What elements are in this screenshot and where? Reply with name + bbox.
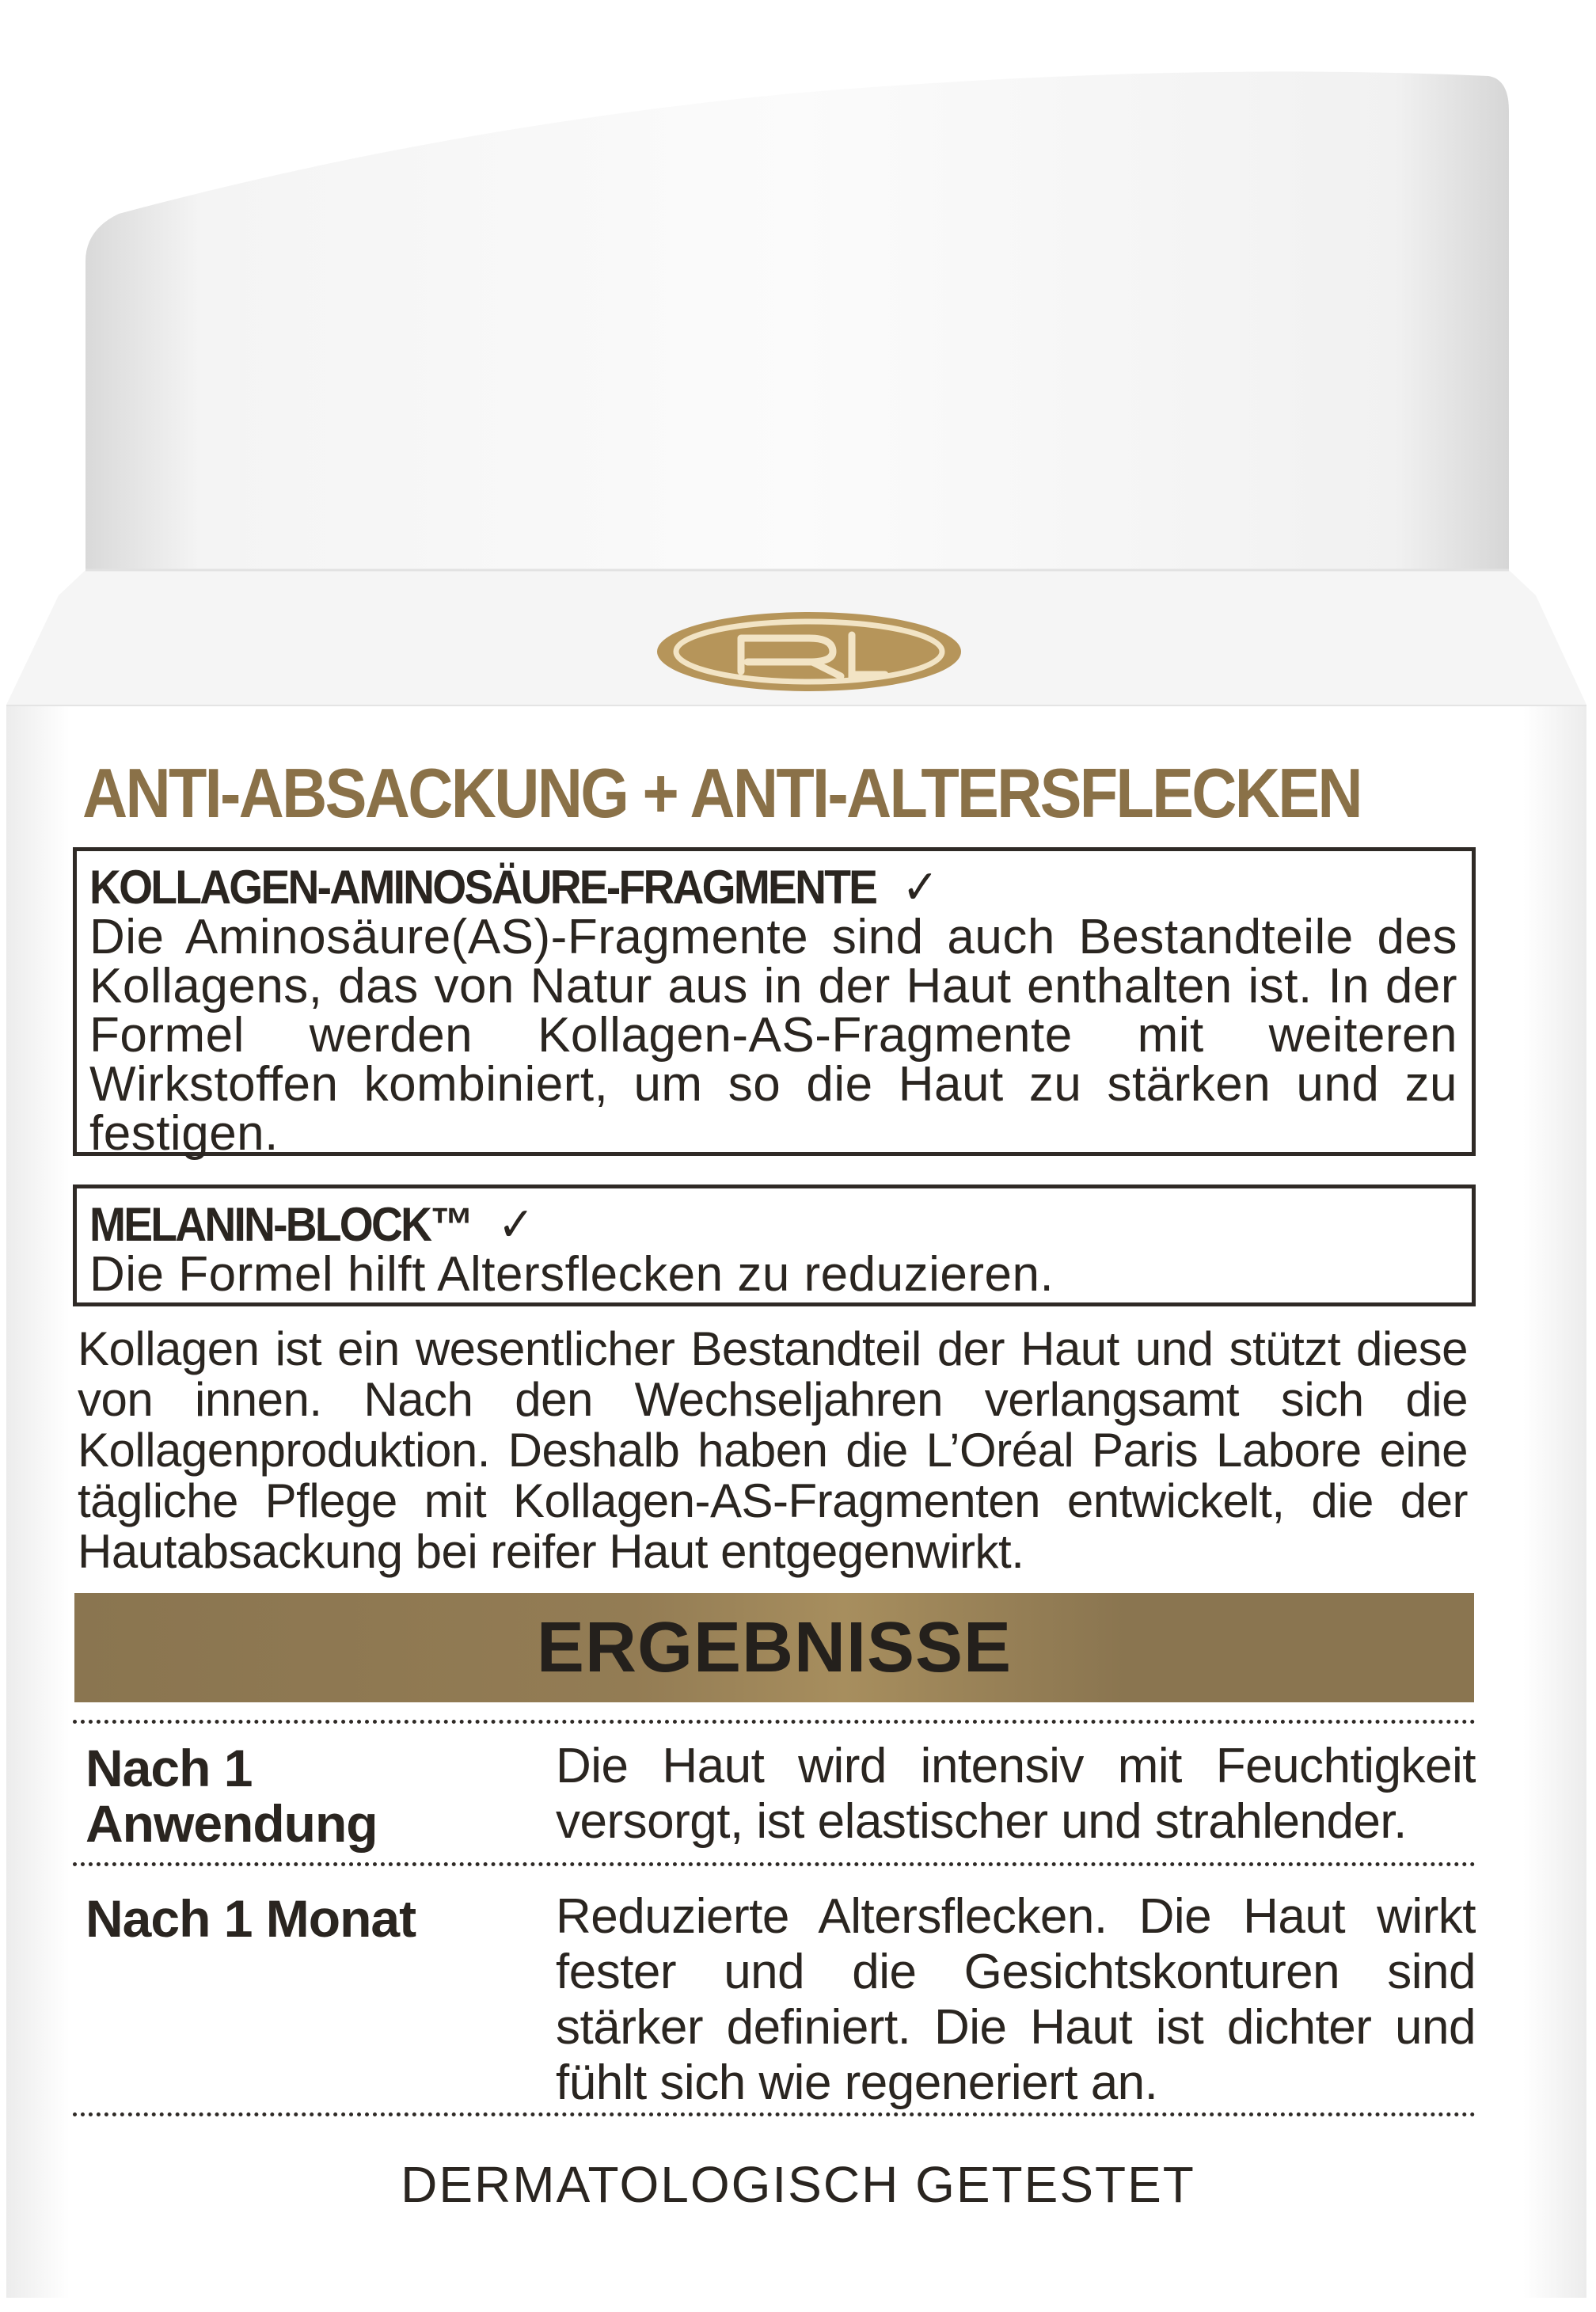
result-row-label: Nach 1 Anwendung	[86, 1739, 378, 1853]
jar-lid	[0, 0, 1596, 713]
result-row-text: Die Haut wird intensiv mit Feuchtigkeit versorgt, ist elastischer und strahlender.	[556, 1739, 1476, 1849]
intro-paragraph: Kollagen ist ein wesentlicher Bestandteil der Haut und stützt diese von innen. Nach den Wechseljahren verlangsamt sich die Kollagenproduktion. Deshalb haben die L’Oréal Paris Labore eine tägliche Pflege mit Kollagen-AS-Fragmenten entwickelt, die der Hautabsackung bei reifer Haut entgegenwirkt.	[78, 1322, 1468, 1578]
checkmark-icon: ✓	[497, 1198, 535, 1251]
dotted-divider	[73, 2112, 1476, 2116]
results-band	[74, 1593, 1474, 1702]
dermatology-footer: DERMATOLOGISCH GETESTET	[401, 2156, 1195, 2213]
result-row-label: Nach 1 Monat	[86, 1889, 416, 1948]
ingredient-box-collagen	[73, 847, 1476, 1161]
dotted-divider	[73, 1720, 1476, 1724]
ingredient-title	[89, 862, 1348, 913]
lp-monogram-seal-icon	[654, 608, 964, 695]
dotted-divider	[73, 1862, 1476, 1866]
ingredient-description: Die Formel hilft Altersflecken zu reduzieren.	[89, 1247, 1054, 1302]
ingredient-description: Die Aminosäure(AS)-Fragmente sind auch Bestandteile des Kollagens, das von Natur aus in der Haut enthalten ist. In der Formel werden Kollagen-AS-Fragmente mit weiteren Wirkstoffen kombiniert, um so die Haut zu stärken und zu festigen.	[89, 910, 1457, 1161]
ingredient-title-text: MELANIN-BLOCK™	[89, 1198, 472, 1251]
checkmark-icon: ✓	[902, 861, 939, 914]
headline: ANTI-ABSACKUNG + ANTI-ALTERSFLECKEN	[82, 754, 1361, 832]
ingredient-title	[89, 1200, 1348, 1250]
results-heading: ERGEBNISSE	[536, 1607, 1013, 1687]
ingredient-box-melanin	[73, 1185, 1476, 1306]
result-row-text: Reduzierte Altersflecken. Die Haut wirkt fester und die Gesichtskonturen sind stärker definiert. Die Haut ist dichter und fühlt sich wie regeneriert an.	[556, 1889, 1476, 2110]
ingredient-title-text: KOLLAGEN-AMINOSÄURE-FRAGMENTE	[89, 861, 876, 914]
